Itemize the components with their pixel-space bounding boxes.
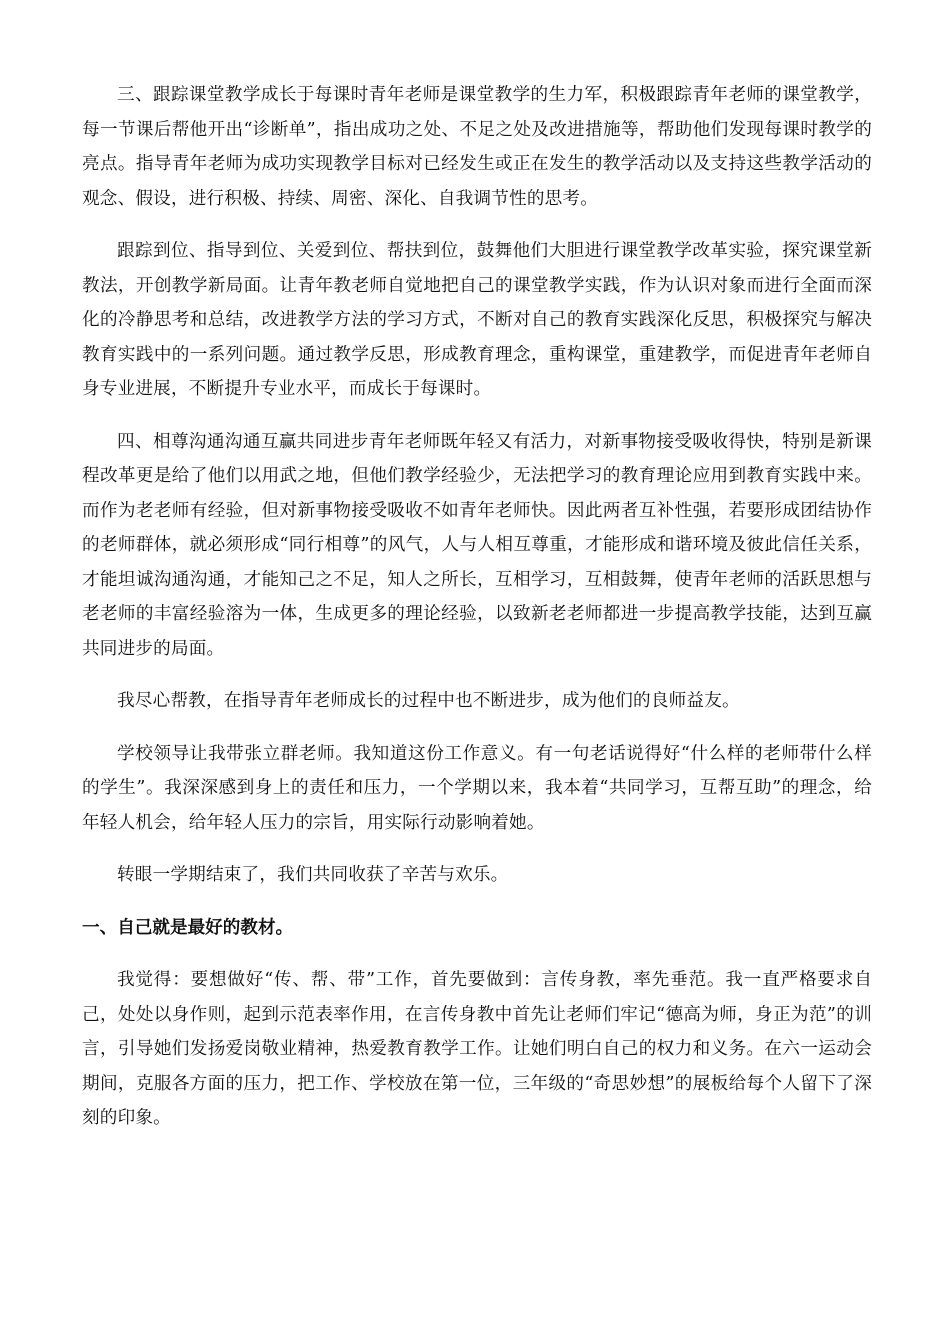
paragraph-mutual-respect: 四、相尊沟通沟通互赢共同进步青年老师既年轻又有活力，对新事物接受吸收得快，特别是新课程改革更是给了他们以用武之地，但他们教学经验少，无法把学习的教育理论应用到教育实践中来。而作为老老师有经验，但对新事物接受吸收不如青年老师快。因此两者互补性强，若要形成团结协作的老师群体，就必须形成“同行相尊”的风气，人与人相互尊重，才能形成和谐环境及彼此信任关系，才能坦诚沟通沟通，才能知己之不足，知人之所长，互相学习，互相鼓舞，使青年老师的活跃思想与老老师的丰富经验溶为一体，生成更多的理论经验，以致新老老师都进一步提高教学技能，达到互赢共同进步的局面。 — [82, 431, 872, 659]
paragraph-semester-end: 转眼一学期结束了，我们共同收获了辛苦与欢乐。 — [117, 865, 509, 885]
document-page — [82, 78, 872, 1154]
section-heading: 一、自己就是最好的教材。 — [82, 916, 294, 938]
paragraph-guidance: 跟踪到位、指导到位、关爱到位、帮扶到位，鼓舞他们大胆进行课堂教学改革实验，探究课堂新教法，开创教学新局面。让青年教老师自觉地把自己的课堂教学实践，作为认识对象而进行全面而深化的冷静思考和总结，改进教学方法的学习方式，不断对自己的教育实践深化反思，积极探究与解决教育实践中的一系列问题。通过教学反思，形成教育理念，重构课堂，重建教学，而促进青年老师自身专业进展，不断提升专业水平，而成长于每课时。 — [82, 241, 872, 399]
paragraph-assignment: 学校领导让我带张立群老师。我知道这份工作意义。有一句老话说得好“什么样的老师带什么样的学生”。我深深感到身上的责任和压力，一个学期以来，我本着“共同学习，互帮互助”的理念，给年轻人机会，给年轻人压力的宗旨，用实际行动影响着她。 — [82, 743, 872, 833]
paragraph-tracking-teaching: 三、跟踪课堂教学成长于每课时青年老师是课堂教学的生力军，积极跟踪青年老师的课堂教学，每一节课后帮他开出“诊断单”，指出成功之处、不足之处及改进措施等，帮助他们发现每课时教学的亮点。指导青年老师为成功实现教学目标对已经发生或正在发生的教学活动以及支持这些教学活动的观念、假设，进行积极、持续、周密、深化、自我调节性的思考。 — [82, 85, 872, 209]
paragraph-lead-by-example: 我觉得：要想做好“传、帮、带”工作，首先要做到：言传身教，率先垂范。我一直严格要求自己，处处以身作则，起到示范表率作用，在言传身教中首先让老师们牢记“德高为师，身正为范”的训言，引导她们发扬爱岗敬业精神，热爱教育教学工作。让她们明白自己的权力和义务。在六一运动会期间，克服各方面的压力，把工作、学校放在第一位，三年级的“奇思妙想”的展板给每个人留下了深刻的印象。 — [82, 970, 872, 1128]
paragraph-mentoring: 我尽心帮教，在指导青年老师成长的过程中也不断进步，成为他们的良师益友。 — [117, 691, 740, 711]
